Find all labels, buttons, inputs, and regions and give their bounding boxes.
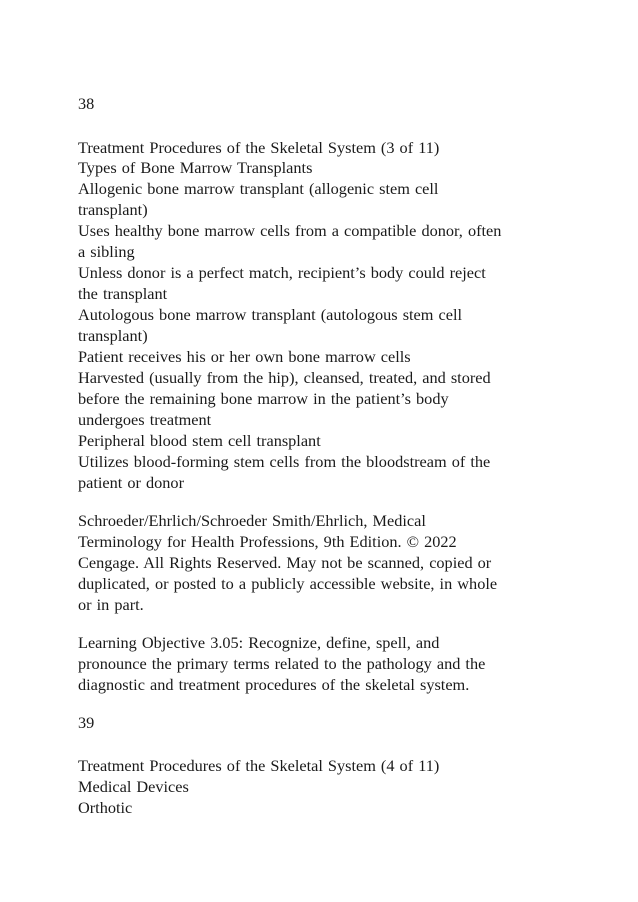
citation-line: Schroeder/Ehrlich/Schroeder Smith/Ehrlich, Medical — [78, 511, 426, 530]
text-line: Orthotic — [78, 798, 133, 817]
text-line: Uses healthy bone marrow cells from a compatible donor, often — [78, 221, 502, 240]
text-line: Utilizes blood-forming stem cells from the bloodstream of the — [78, 452, 491, 471]
text-line: a sibling — [78, 242, 135, 261]
learning-objective-line: pronounce the primary terms related to the pathology and the — [78, 654, 486, 673]
page-number: 38 — [78, 94, 95, 113]
text-line: Medical Devices — [78, 777, 189, 796]
text-line: transplant) — [78, 200, 148, 219]
page-number: 39 — [78, 713, 95, 732]
text-line: Unless donor is a perfect match, recipient’s body could reject — [78, 263, 486, 282]
text-line: Allogenic bone marrow transplant (allogenic stem cell — [78, 179, 439, 198]
text-line: Harvested (usually from the hip), cleansed, treated, and stored — [78, 368, 491, 387]
text-line: Patient receives his or her own bone marrow cells — [78, 347, 411, 366]
citation-line: Cengage. All Rights Reserved. May not be scanned, copied or — [78, 553, 492, 572]
text-line: undergoes treatment — [78, 410, 212, 429]
slide-title: Treatment Procedures of the Skeletal System (3 of 11) — [78, 138, 440, 157]
slide-title: Treatment Procedures of the Skeletal System (4 of 11) — [78, 756, 440, 775]
learning-objective-line: diagnostic and treatment procedures of the skeletal system. — [78, 675, 470, 694]
text-line: the transplant — [78, 284, 168, 303]
citation-line: Terminology for Health Professions, 9th Edition. © 2022 — [78, 532, 457, 551]
text-line: Autologous bone marrow transplant (autologous stem cell — [78, 305, 463, 324]
citation-line: duplicated, or posted to a publicly accessible website, in whole — [78, 574, 498, 593]
text-line: transplant) — [78, 326, 148, 345]
learning-objective-line: Learning Objective 3.05: Recognize, define, spell, and — [78, 633, 440, 652]
text-line: patient or donor — [78, 473, 184, 492]
text-line: Types of Bone Marrow Transplants — [78, 158, 313, 177]
text-line: Peripheral blood stem cell transplant — [78, 431, 321, 450]
text-line: before the remaining bone marrow in the patient’s body — [78, 389, 449, 408]
citation-line: or in part. — [78, 595, 144, 614]
